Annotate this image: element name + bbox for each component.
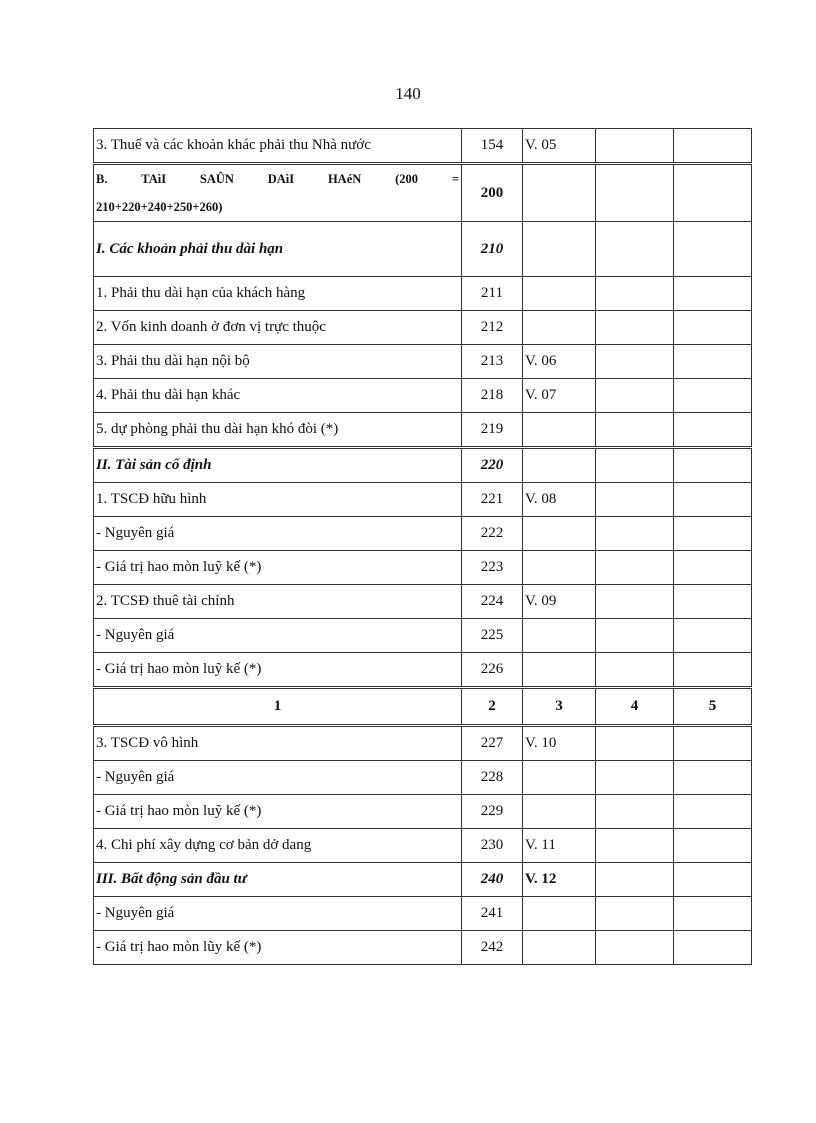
table-row-section-i [94, 222, 752, 277]
page-number: 140 [395, 84, 421, 103]
item-note [523, 413, 596, 448]
item-name: 4. Chi phí xây dựng cơ bản dở dang [94, 829, 462, 863]
value-cell [596, 277, 674, 311]
table-row [94, 653, 752, 688]
item-code: 222 [462, 517, 523, 551]
value-cell [596, 311, 674, 345]
value-cell [596, 551, 674, 585]
item-name: - Nguyên giá [94, 761, 462, 795]
table-row [94, 829, 752, 863]
value-cell [674, 585, 752, 619]
item-code: 220 [462, 448, 523, 483]
value-cell [674, 164, 752, 222]
section-iii-heading: III. Bất động sản đầu tư [94, 863, 462, 897]
table-row [94, 345, 752, 379]
item-code: 210 [462, 222, 523, 277]
item-note: V. 07 [523, 379, 596, 413]
item-name: - Giá trị hao mòn lũy kế (*) [94, 931, 462, 965]
item-code: 218 [462, 379, 523, 413]
item-code: 212 [462, 311, 523, 345]
value-cell [596, 222, 674, 277]
value-cell [674, 379, 752, 413]
section-b-word: B. [96, 172, 108, 186]
value-cell [596, 619, 674, 653]
item-code: 225 [462, 619, 523, 653]
item-name: 3. Thuế và các khoản khác phải thu Nhà nước [94, 129, 462, 164]
value-cell [596, 653, 674, 688]
item-note: V. 11 [523, 829, 596, 863]
table-row [94, 897, 752, 931]
table-row [94, 129, 752, 164]
value-cell [596, 829, 674, 863]
column-number: 1 [94, 688, 462, 726]
value-cell [596, 761, 674, 795]
item-note [523, 164, 596, 222]
item-note [523, 222, 596, 277]
value-cell [674, 517, 752, 551]
item-note: V. 08 [523, 483, 596, 517]
item-code: 221 [462, 483, 523, 517]
table-row [94, 931, 752, 965]
value-cell [596, 863, 674, 897]
item-note [523, 277, 596, 311]
value-cell [596, 448, 674, 483]
column-number: 4 [596, 688, 674, 726]
table-row [94, 483, 752, 517]
value-cell [674, 413, 752, 448]
item-name: 3. Phải thu dài hạn nội bộ [94, 345, 462, 379]
item-note [523, 517, 596, 551]
table-row [94, 761, 752, 795]
table-row [94, 619, 752, 653]
value-cell [674, 222, 752, 277]
item-note [523, 448, 596, 483]
value-cell [674, 726, 752, 761]
item-note [523, 551, 596, 585]
item-name: 4. Phải thu dài hạn khác [94, 379, 462, 413]
item-code: 227 [462, 726, 523, 761]
item-note [523, 931, 596, 965]
item-code: 240 [462, 863, 523, 897]
item-note: V. 05 [523, 129, 596, 164]
value-cell [596, 517, 674, 551]
value-cell [596, 345, 674, 379]
value-cell [674, 795, 752, 829]
value-cell [674, 277, 752, 311]
value-cell [596, 931, 674, 965]
value-cell [596, 897, 674, 931]
value-cell [596, 585, 674, 619]
section-b-word: SAÛN [199, 172, 234, 186]
section-i-heading: I. Các khoản phải thu dài hạn [94, 222, 462, 277]
item-code: 200 [462, 164, 523, 222]
value-cell [674, 863, 752, 897]
value-cell [674, 619, 752, 653]
item-name: 3. TSCĐ vô hình [94, 726, 462, 761]
column-number: 2 [462, 688, 523, 726]
item-code: 219 [462, 413, 523, 448]
item-code: 224 [462, 585, 523, 619]
table-row [94, 585, 752, 619]
section-b-word: DAìI [267, 172, 295, 186]
item-note [523, 897, 596, 931]
item-name: 2. TCSĐ thuê tài chính [94, 585, 462, 619]
item-code: 228 [462, 761, 523, 795]
value-cell [674, 448, 752, 483]
item-note [523, 653, 596, 688]
item-name: - Giá trị hao mòn luỹ kế (*) [94, 795, 462, 829]
section-b-heading [94, 164, 462, 222]
item-code: 230 [462, 829, 523, 863]
table-row [94, 726, 752, 761]
value-cell [674, 653, 752, 688]
table-row [94, 413, 752, 448]
item-name: - Giá trị hao mòn luỹ kế (*) [94, 653, 462, 688]
item-name: 2. Vốn kinh doanh ở đơn vị trực thuộc [94, 311, 462, 345]
value-cell [674, 931, 752, 965]
table-row-section-ii [94, 448, 752, 483]
item-note: V. 06 [523, 345, 596, 379]
table-row [94, 517, 752, 551]
table-row [94, 551, 752, 585]
section-b-word: (200 [395, 172, 419, 186]
item-note [523, 311, 596, 345]
section-b-word: HAéN [327, 172, 362, 186]
item-name: - Nguyên giá [94, 517, 462, 551]
table-row [94, 379, 752, 413]
item-code: 226 [462, 653, 523, 688]
column-number-row [94, 688, 752, 726]
section-ii-heading: II. Tài sản cố định [94, 448, 462, 483]
value-cell [596, 129, 674, 164]
value-cell [674, 311, 752, 345]
value-cell [596, 164, 674, 222]
item-note [523, 619, 596, 653]
item-name: 5. dự phòng phải thu dài hạn khó đòi (*) [94, 413, 462, 448]
value-cell [674, 129, 752, 164]
value-cell [674, 345, 752, 379]
balance-sheet-table [93, 128, 752, 965]
item-code: 213 [462, 345, 523, 379]
item-code: 154 [462, 129, 523, 164]
value-cell [674, 761, 752, 795]
value-cell [674, 483, 752, 517]
value-cell [596, 483, 674, 517]
section-b-formula: 210+220+240+250+260) [96, 200, 223, 214]
item-note: V. 12 [523, 863, 596, 897]
item-name: - Nguyên giá [94, 619, 462, 653]
item-name: 1. TSCĐ hữu hình [94, 483, 462, 517]
value-cell [596, 726, 674, 761]
value-cell [674, 829, 752, 863]
section-b-word: TAìI [141, 172, 167, 186]
item-note [523, 795, 596, 829]
section-b-word: = [451, 172, 459, 186]
item-note: V. 09 [523, 585, 596, 619]
item-code: 229 [462, 795, 523, 829]
item-code: 211 [462, 277, 523, 311]
table-row [94, 311, 752, 345]
item-code: 223 [462, 551, 523, 585]
item-name: 1. Phải thu dài hạn của khách hàng [94, 277, 462, 311]
item-note [523, 761, 596, 795]
table-row [94, 795, 752, 829]
item-note: V. 10 [523, 726, 596, 761]
table-row-section-iii [94, 863, 752, 897]
value-cell [596, 795, 674, 829]
value-cell [596, 379, 674, 413]
value-cell [674, 897, 752, 931]
item-code: 242 [462, 931, 523, 965]
item-code: 241 [462, 897, 523, 931]
table-row [94, 277, 752, 311]
column-number: 5 [674, 688, 752, 726]
table-row-section-b [94, 164, 752, 222]
item-name: - Giá trị hao mòn luỹ kế (*) [94, 551, 462, 585]
column-number: 3 [523, 688, 596, 726]
value-cell [596, 413, 674, 448]
item-name: - Nguyên giá [94, 897, 462, 931]
value-cell [674, 551, 752, 585]
